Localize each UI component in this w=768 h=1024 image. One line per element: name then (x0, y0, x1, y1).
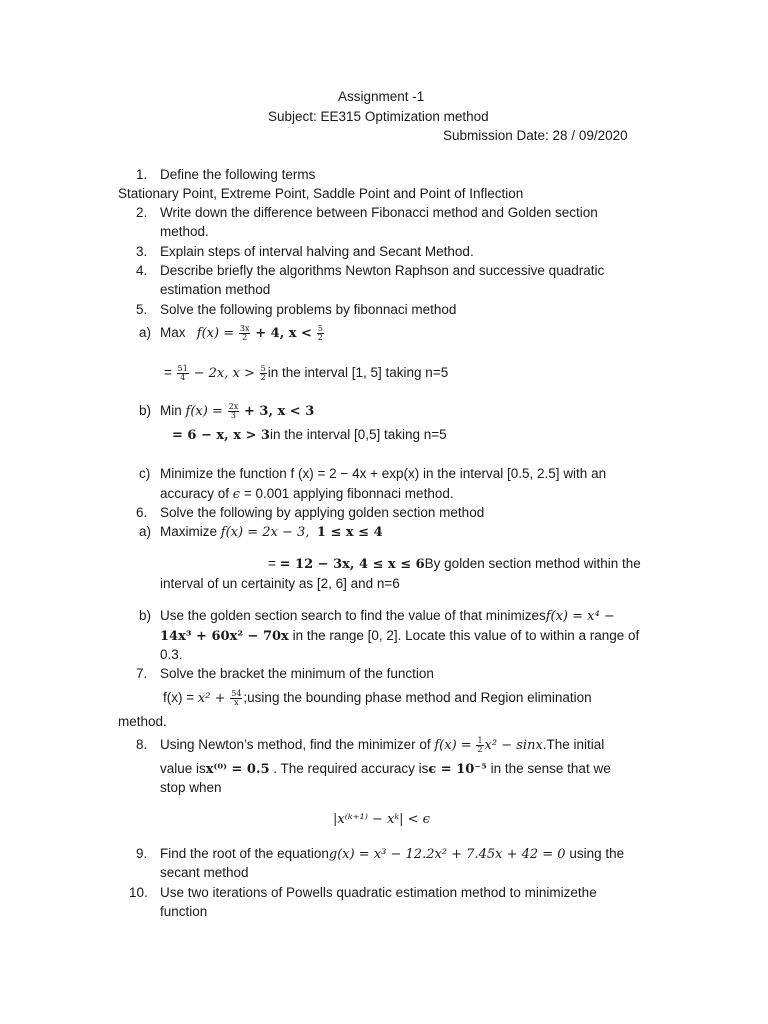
q5a-mid: + 4, x < (255, 326, 312, 341)
q2-line2: method. (160, 224, 209, 239)
q5a-max: Max (160, 325, 186, 340)
q6a-label: a) (139, 524, 152, 539)
q3-text: Explain steps of interval halving and Secant Method. (160, 244, 474, 259)
q8-number: 8. (136, 737, 148, 752)
q5a2-fraction2: $\frac{5}{2}$ (260, 363, 266, 382)
q8-stop-condition: |x⁽ᵏ⁺¹⁾ − xᵏ| < ϵ (333, 812, 430, 827)
q8-line1: Using Newton’s method, find the minimizer of f(x) = $\frac{1}{2}$ x² − sinx.The initial (160, 735, 605, 754)
q3-number: 3. (136, 244, 148, 259)
q6b-label: b) (139, 608, 152, 623)
q5b-line2: = 6 − x, x > 3in the interval [0,5] taking n=5 (172, 427, 447, 443)
q5a-line1 (160, 324, 325, 342)
q6-text: Solve the following by applying golden section method (160, 505, 485, 520)
assignment-title: Assignment -1 (338, 89, 425, 104)
q6-number: 6. (136, 505, 148, 520)
q5c-line1: Minimize the function f (x) = 2 − 4x + exp(x) in the interval [0.5, 2.5] with an (160, 466, 607, 481)
q6b-line1: Use the golden section search to find the value of that minimizesf(x) = x⁴ − (160, 608, 615, 624)
q5a-fraction2: $\frac{5}{2}$ (317, 323, 323, 342)
q5-text: Solve the following problems by fibonnaci method (160, 302, 457, 317)
q5b-label: b) (139, 403, 152, 418)
q4-number: 4. (136, 263, 148, 278)
q8-fraction: $\frac{1}{2}$ (477, 735, 483, 754)
q5a2-fraction1: $\frac{51}{4}$ (177, 363, 188, 382)
q1-terms: Stationary Point, Extreme Point, Saddle Point and Point of Inflection (118, 186, 524, 201)
q6a-line2: = = 12 − 3x, 4 ≤ x ≤ 6By golden section method within the (268, 556, 641, 572)
q7-text: Solve the bracket the minimum of the function (160, 666, 434, 681)
q5a-fraction1: $\frac{3x}{2}$ (239, 323, 250, 342)
q9-line1: Find the root of the equationg(x) = x³ − 12.2x² + 7.45x + 42 = 0 using the (160, 846, 625, 862)
q6a-line3: interval of un certainity as [2, 6] and n=6 (160, 576, 400, 591)
q1-number: 1. (136, 167, 148, 182)
q5-number: 5. (136, 302, 148, 317)
q2-line1: Write down the difference between Fibonacci method and Golden section (160, 205, 598, 220)
q10-line1: Use two iterations of Powells quadratic estimation method to minimizethe (160, 885, 597, 900)
q7-line3: method. (118, 714, 167, 729)
q5a-fx: f(x) = (196, 326, 235, 341)
q6b-line3: 0.3. (160, 647, 183, 662)
q5c-line2: accuracy of ϵ = 0.001 applying fibonnaci method. (160, 486, 454, 502)
q4-line2: estimation method (160, 282, 271, 297)
q2-number: 2. (136, 205, 148, 220)
q6a-line1: Maximize f(x) = 2x − 3, 1 ≤ x ≤ 4 (160, 524, 383, 540)
q5a-line2: = $\frac{51}{4}$ − 2x, x > $\frac{5}{2}$ in the interval [1, 5] taking n=5 (164, 363, 449, 382)
submission-date: Submission Date: 28 / 09/2020 (443, 128, 628, 143)
q9-number: 9. (136, 846, 148, 861)
q8-line3: stop when (160, 780, 222, 795)
q1-text: Define the following terms (160, 167, 316, 182)
q9-line2: secant method (160, 865, 249, 880)
q4-line1: Describe briefly the algorithms Newton Raphson and successive quadratic (160, 263, 605, 278)
q6b-line2: 14x³ + 60x² − 70x in the range [0, 2]. Locate this value of to within a range of (160, 628, 640, 644)
q7-function: f(x) = x² + $\frac{54}{x}$ ;using the bounding phase method and Region elimination (163, 688, 592, 707)
q5c-label: c) (139, 466, 151, 481)
q7-fraction: $\frac{54}{x}$ (231, 688, 242, 707)
subject-line: Subject: EE315 Optimization method (268, 109, 489, 124)
q8-line2: value isx⁽⁰⁾ = 0.5 . The required accuracy isϵ = 10⁻⁵ in the sense that we (160, 761, 611, 777)
q10-number: 10. (129, 885, 148, 900)
q10-line2: function (160, 904, 208, 919)
q7-number: 7. (136, 666, 148, 681)
q5b-fraction: $\frac{2x}{3}$ (228, 401, 239, 420)
q5a-label: a) (139, 325, 152, 340)
q5b-line1: Min f(x) = $\frac{2x}{3}$ + 3, x < 3 (160, 401, 315, 420)
